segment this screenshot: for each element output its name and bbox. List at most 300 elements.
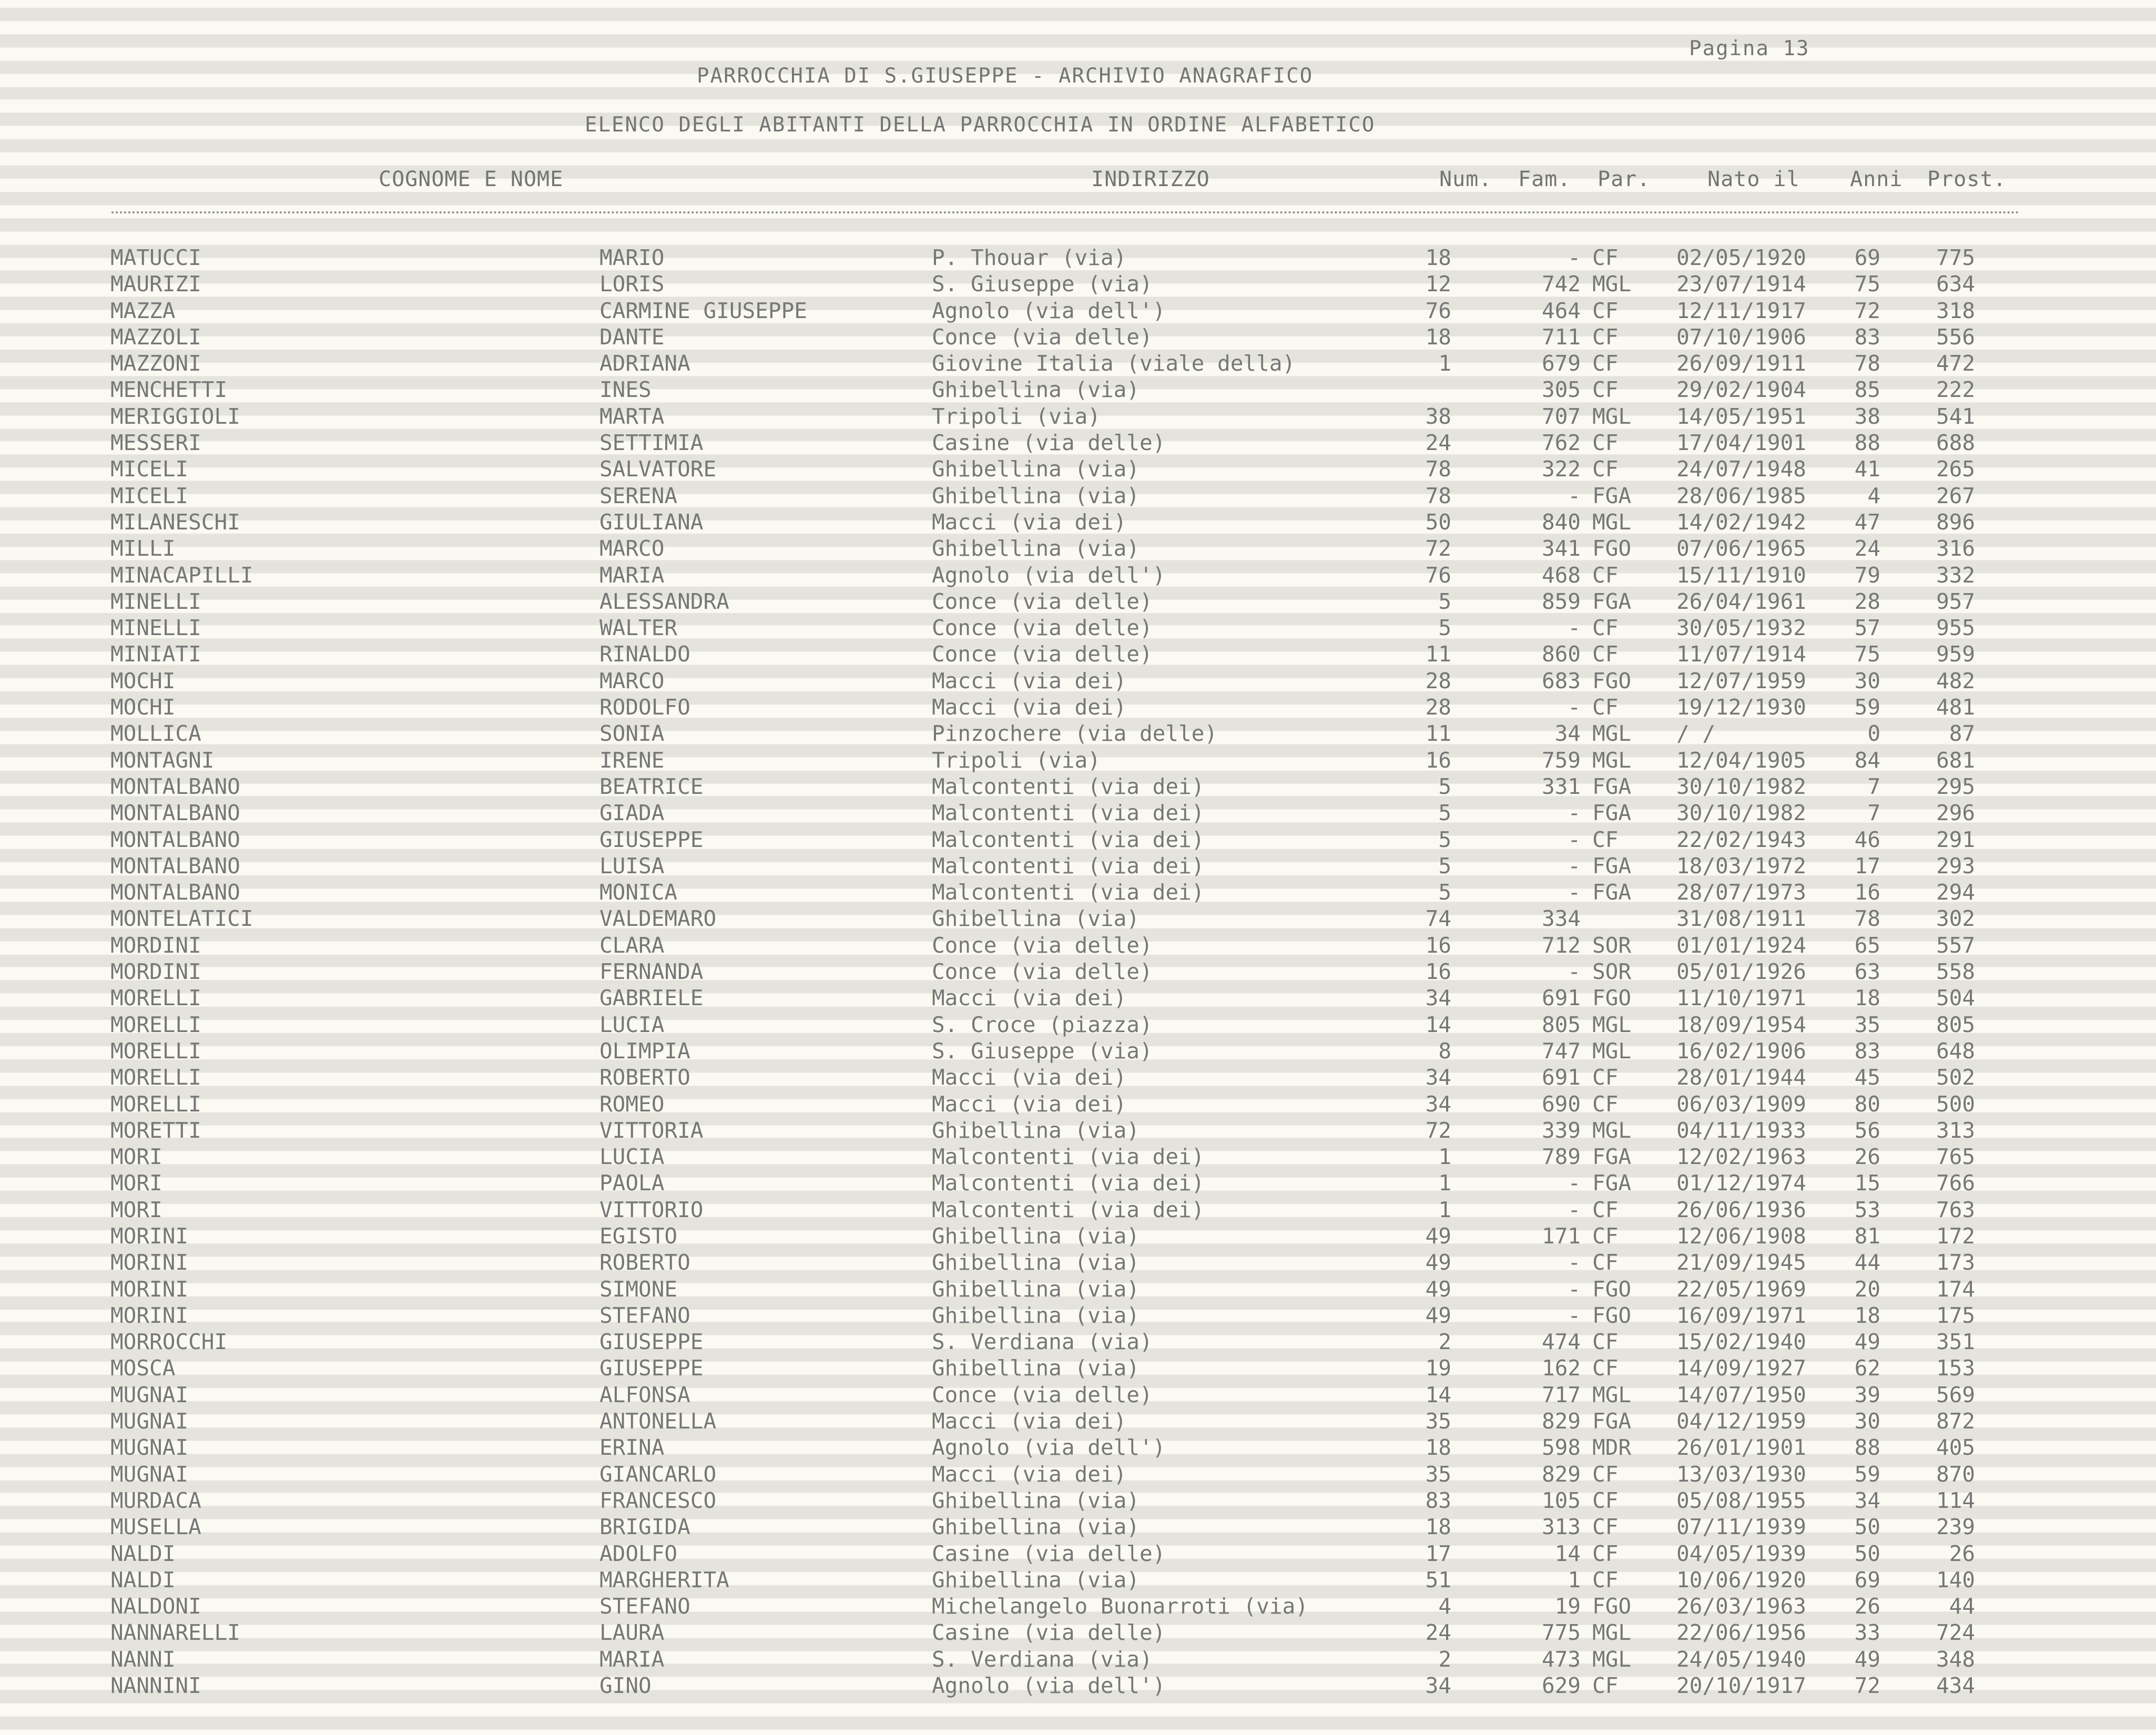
house-number-cell: 18 [1425,1435,1451,1461]
house-number-cell: 1 [1438,1197,1451,1222]
age-cell: 30 [1854,668,1880,693]
parish-role-cell: CF [1592,351,1619,376]
house-number-cell: 34 [1425,985,1451,1011]
protocol-number-cell: 955 [1936,615,1975,641]
birth-date-cell: 22/05/1969 [1676,1276,1806,1302]
family-number-cell: 829 [1541,1409,1581,1434]
age-cell: 41 [1854,456,1880,482]
birth-date-cell: 24/07/1948 [1676,456,1806,482]
first-name-cell: MARTA [599,403,665,429]
protocol-number-cell: 172 [1936,1223,1975,1249]
birth-date-cell: 26/06/1936 [1676,1197,1806,1222]
address-cell: Tripoli (via) [932,747,1101,773]
house-number-cell: 1 [1438,1144,1451,1170]
first-name-cell: MARIA [599,562,665,588]
first-name-cell: ANTONELLA [599,1409,717,1434]
address-cell: S. Giuseppe (via) [932,271,1153,297]
column-header-age: Anni [1850,167,1903,191]
family-number-cell: 762 [1541,430,1581,456]
record-row [0,377,2156,403]
first-name-cell: CARMINE GIUSEPPE [599,298,807,323]
record-row [0,1355,2156,1382]
age-cell: 69 [1854,245,1880,270]
age-cell: 24 [1854,536,1880,562]
birth-date-cell: / / [1676,721,1716,747]
parish-role-cell: CF [1592,1461,1619,1487]
age-cell: 75 [1854,271,1880,297]
record-row [0,853,2156,880]
protocol-number-cell: 558 [1936,959,1975,985]
record-row [0,1012,2156,1038]
birth-date-cell: 11/10/1971 [1676,985,1806,1011]
parish-role-cell: FGA [1592,800,1632,826]
parish-role-cell: CF [1592,1567,1619,1593]
protocol-number-cell: 140 [1936,1567,1975,1593]
house-number-cell: 35 [1425,1409,1451,1434]
house-number-cell: 5 [1438,880,1451,905]
address-cell: Conce (via delle) [932,588,1153,614]
first-name-cell: STEFANO [599,1302,690,1328]
surname-cell: NALDONI [110,1594,201,1619]
house-number-cell: 51 [1425,1567,1451,1593]
protocol-number-cell: 766 [1936,1170,1975,1196]
house-number-cell: 49 [1425,1276,1451,1302]
parish-archive-title: PARROCCHIA DI S.GIUSEPPE - ARCHIVIO ANAGRAFICO [697,64,1314,88]
parish-role-cell: CF [1592,1091,1619,1117]
birth-date-cell: 14/07/1950 [1676,1382,1806,1407]
first-name-cell: FERNANDA [599,959,704,985]
house-number-cell: 16 [1425,747,1451,773]
age-cell: 35 [1854,1012,1880,1037]
parish-role-cell: MGL [1592,721,1632,747]
address-cell: Macci (via dei) [932,985,1127,1011]
house-number-cell: 28 [1425,695,1451,720]
family-number-cell: - [1568,826,1581,852]
first-name-cell: MARIA [599,1646,665,1672]
birth-date-cell: 12/07/1959 [1676,668,1806,693]
birth-date-cell: 28/01/1944 [1676,1065,1806,1090]
surname-cell: MORELLI [110,1038,201,1064]
family-number-cell: 473 [1541,1646,1581,1672]
protocol-number-cell: 502 [1936,1065,1975,1090]
address-cell: Malcontenti (via dei) [932,880,1205,905]
family-number-cell: 322 [1541,456,1581,482]
first-name-cell: RODOLFO [599,695,690,720]
birth-date-cell: 21/09/1945 [1676,1250,1806,1275]
house-number-cell: 5 [1438,853,1451,879]
birth-date-cell: 24/05/1940 [1676,1646,1806,1672]
birth-date-cell: 04/12/1959 [1676,1409,1806,1434]
birth-date-cell: 26/04/1961 [1676,588,1806,614]
address-cell: Ghibellina (via) [932,456,1140,482]
family-number-cell: 34 [1554,721,1581,747]
record-row [0,1170,2156,1197]
protocol-number-cell: 153 [1936,1355,1975,1381]
house-number-cell: 11 [1425,721,1451,747]
family-number-cell: 162 [1541,1355,1581,1381]
first-name-cell: SIMONE [599,1276,678,1302]
family-number-cell: 829 [1541,1461,1581,1487]
record-row [0,1329,2156,1355]
surname-cell: MOCHI [110,695,176,720]
family-number-cell: 105 [1541,1487,1581,1513]
age-cell: 26 [1854,1594,1880,1619]
parish-role-cell: CF [1592,1329,1619,1355]
protocol-number-cell: 569 [1936,1382,1975,1407]
birth-date-cell: 11/07/1914 [1676,641,1806,667]
address-cell: Ghibellina (via) [932,1514,1140,1540]
parish-role-cell: MGL [1592,1382,1632,1407]
birth-date-cell: 14/02/1942 [1676,509,1806,535]
surname-cell: MORINI [110,1276,189,1302]
first-name-cell: MARIO [599,245,665,270]
address-cell: S. Croce (piazza) [932,1012,1153,1037]
age-cell: 80 [1854,1091,1880,1117]
parish-role-cell: FGO [1592,985,1632,1011]
protocol-number-cell: 295 [1936,773,1975,799]
first-name-cell: IRENE [599,747,665,773]
first-name-cell: CLARA [599,932,665,958]
age-cell: 75 [1854,641,1880,667]
address-cell: Malcontenti (via dei) [932,1197,1205,1222]
parish-role-cell: FGO [1592,1594,1632,1619]
first-name-cell: MARCO [599,536,665,562]
surname-cell: MAURIZI [110,271,201,297]
surname-cell: MINIATI [110,641,201,667]
address-cell: Agnolo (via dell') [932,298,1166,323]
family-number-cell: 339 [1541,1117,1581,1143]
family-number-cell: - [1568,695,1581,720]
parish-role-cell: CF [1592,1223,1619,1249]
family-number-cell: - [1568,880,1581,905]
record-row [0,1462,2156,1488]
house-number-cell: 8 [1438,1038,1451,1064]
birth-date-cell: 28/07/1973 [1676,880,1806,905]
age-cell: 83 [1854,1038,1880,1064]
surname-cell: MORINI [110,1302,189,1328]
column-header-born: Nato il [1707,167,1800,191]
protocol-number-cell: 775 [1936,245,1975,270]
house-number-cell: 16 [1425,932,1451,958]
protocol-number-cell: 405 [1936,1435,1975,1461]
parish-role-cell: CF [1592,430,1619,456]
family-number-cell: 789 [1541,1144,1581,1170]
record-row [0,1144,2156,1170]
record-row [0,933,2156,959]
family-number-cell: - [1568,1197,1581,1222]
surname-cell: MONTALBANO [110,853,240,879]
protocol-number-cell: 648 [1936,1038,1975,1064]
house-number-cell: 11 [1425,641,1451,667]
protocol-number-cell: 472 [1936,351,1975,376]
surname-cell: MORINI [110,1250,189,1275]
parish-role-cell: CF [1592,695,1619,720]
surname-cell: MINACAPILLI [110,562,253,588]
parish-role-cell: MDR [1592,1435,1632,1461]
birth-date-cell: 07/11/1939 [1676,1514,1806,1540]
birth-date-cell: 20/10/1917 [1676,1673,1806,1699]
record-row [0,245,2156,271]
age-cell: 18 [1854,1302,1880,1328]
surname-cell: MORI [110,1144,162,1170]
first-name-cell: INES [599,377,652,403]
age-cell: 84 [1854,747,1880,773]
address-cell: Ghibellina (via) [932,536,1140,562]
birth-date-cell: 16/02/1906 [1676,1038,1806,1064]
birth-date-cell: 02/05/1920 [1676,245,1806,270]
record-row [0,1488,2156,1514]
parish-role-cell: CF [1592,826,1619,852]
birth-date-cell: 12/02/1963 [1676,1144,1806,1170]
address-cell: Macci (via dei) [932,1409,1127,1434]
house-number-cell: 24 [1425,1620,1451,1646]
record-row [0,1514,2156,1540]
protocol-number-cell: 724 [1936,1620,1975,1646]
age-cell: 65 [1854,932,1880,958]
age-cell: 78 [1854,351,1880,376]
family-number-cell: 19 [1554,1594,1581,1619]
age-cell: 7 [1867,800,1880,826]
address-cell: Ghibellina (via) [932,1487,1140,1513]
address-cell: Malcontenti (via dei) [932,1144,1205,1170]
family-number-cell: - [1568,800,1581,826]
first-name-cell: GINO [599,1673,652,1699]
record-row [0,1223,2156,1250]
surname-cell: MUGNAI [110,1382,189,1407]
family-number-cell: - [1568,1302,1581,1328]
house-number-cell: 50 [1425,509,1451,535]
address-cell: Casine (via delle) [932,430,1166,456]
age-cell: 30 [1854,1409,1880,1434]
family-number-cell: 691 [1541,1065,1581,1090]
surname-cell: MUGNAI [110,1435,189,1461]
birth-date-cell: 22/06/1956 [1676,1620,1806,1646]
house-number-cell: 19 [1425,1355,1451,1381]
parish-role-cell: CF [1592,377,1619,403]
family-number-cell: 1 [1568,1567,1581,1593]
first-name-cell: MARGHERITA [599,1567,729,1593]
parish-role-cell: FGO [1592,536,1632,562]
family-number-cell: - [1568,1276,1581,1302]
parish-role-cell: FGA [1592,773,1632,799]
house-number-cell: 35 [1425,1461,1451,1487]
surname-cell: NALDI [110,1540,176,1566]
protocol-number-cell: 351 [1936,1329,1975,1355]
house-number-cell: 17 [1425,1540,1451,1566]
surname-cell: MUGNAI [110,1461,189,1487]
record-row [0,1118,2156,1144]
protocol-number-cell: 500 [1936,1091,1975,1117]
birth-date-cell: 04/11/1933 [1676,1117,1806,1143]
record-row [0,774,2156,800]
record-row [0,1594,2156,1620]
address-cell: Ghibellina (via) [932,1567,1140,1593]
record-row [0,695,2156,721]
protocol-number-cell: 504 [1936,985,1975,1011]
parish-role-cell: FGA [1592,588,1632,614]
record-row [0,456,2156,483]
list-title: ELENCO DEGLI ABITANTI DELLA PARROCCHIA IN ORDINE ALFABETICO [585,113,1376,137]
parish-role-cell: FGA [1592,853,1632,879]
parish-role-cell: CF [1592,456,1619,482]
address-cell: Ghibellina (via) [932,1250,1140,1275]
age-cell: 78 [1854,906,1880,932]
surname-cell: MORELLI [110,1012,201,1037]
first-name-cell: LUCIA [599,1144,665,1170]
parish-role-cell: CF [1592,1540,1619,1566]
first-name-cell: SERENA [599,483,678,508]
surname-cell: MAZZOLI [110,324,201,350]
age-cell: 72 [1854,1673,1880,1699]
age-cell: 56 [1854,1117,1880,1143]
family-number-cell: 717 [1541,1382,1581,1407]
age-cell: 46 [1854,826,1880,852]
record-row [0,589,2156,615]
parish-role-cell: MGL [1592,1038,1632,1064]
house-number-cell: 4 [1438,1594,1451,1619]
record-row [0,615,2156,641]
protocol-number-cell: 434 [1936,1673,1975,1699]
header-divider [111,211,2020,213]
family-number-cell: 759 [1541,747,1581,773]
house-number-cell: 72 [1425,536,1451,562]
age-cell: 28 [1854,588,1880,614]
address-cell: Ghibellina (via) [932,1302,1140,1328]
age-cell: 7 [1867,773,1880,799]
surname-cell: MOSCA [110,1355,176,1381]
protocol-number-cell: 26 [1949,1540,1975,1566]
first-name-cell: DANTE [599,324,665,350]
first-name-cell: GIANCARLO [599,1461,717,1487]
address-cell: Macci (via dei) [932,1065,1127,1090]
address-cell: Conce (via delle) [932,1382,1153,1407]
record-row [0,1038,2156,1065]
birth-date-cell: 14/09/1927 [1676,1355,1806,1381]
birth-date-cell: 12/06/1908 [1676,1223,1806,1249]
house-number-cell: 18 [1425,1514,1451,1540]
record-row [0,430,2156,456]
surname-cell: MINELLI [110,588,201,614]
family-number-cell: 468 [1541,562,1581,588]
address-cell: Agnolo (via dell') [932,562,1166,588]
column-header-protocol: Prost. [1927,167,2007,191]
parish-role-cell: MGL [1592,509,1632,535]
surname-cell: MONTALBANO [110,880,240,905]
parish-role-cell: MGL [1592,271,1632,297]
record-row [0,404,2156,430]
parish-role-cell: CF [1592,245,1619,270]
family-number-cell: 464 [1541,298,1581,323]
age-cell: 39 [1854,1382,1880,1407]
record-row [0,1435,2156,1461]
first-name-cell: LAURA [599,1620,665,1646]
surname-cell: MILANESCHI [110,509,240,535]
birth-date-cell: 29/02/1904 [1676,377,1806,403]
surname-cell: MORELLI [110,985,201,1011]
birth-date-cell: 07/06/1965 [1676,536,1806,562]
first-name-cell: LUISA [599,853,665,879]
house-number-cell: 2 [1438,1329,1451,1355]
house-number-cell: 24 [1425,430,1451,456]
house-number-cell: 12 [1425,271,1451,297]
house-number-cell: 14 [1425,1012,1451,1037]
record-row [0,1647,2156,1673]
house-number-cell: 34 [1425,1673,1451,1699]
birth-date-cell: 18/09/1954 [1676,1012,1806,1037]
birth-date-cell: 26/09/1911 [1676,351,1806,376]
family-number-cell: 598 [1541,1435,1581,1461]
first-name-cell: VALDEMARO [599,906,717,932]
address-cell: Ghibellina (via) [932,906,1140,932]
house-number-cell: 83 [1425,1487,1451,1513]
protocol-number-cell: 481 [1936,695,1975,720]
record-row [0,1197,2156,1223]
birth-date-cell: 07/10/1906 [1676,324,1806,350]
age-cell: 17 [1854,853,1880,879]
address-cell: Ghibellina (via) [932,1355,1140,1381]
protocol-number-cell: 44 [1949,1594,1975,1619]
page-number: Pagina 13 [1689,37,1810,60]
protocol-number-cell: 265 [1936,456,1975,482]
record-row [0,748,2156,774]
record-row [0,351,2156,377]
address-cell: Conce (via delle) [932,959,1153,985]
birth-date-cell: 31/08/1911 [1676,906,1806,932]
column-header-family: Fam. [1518,167,1571,191]
family-number-cell: - [1568,1170,1581,1196]
birth-date-cell: 19/12/1930 [1676,695,1806,720]
protocol-number-cell: 957 [1936,588,1975,614]
house-number-cell: 18 [1425,245,1451,270]
record-row [0,959,2156,985]
record-row [0,1250,2156,1276]
age-cell: 16 [1854,880,1880,905]
surname-cell: NANNI [110,1646,176,1672]
protocol-number-cell: 296 [1936,800,1975,826]
surname-cell: MORROCCHI [110,1329,228,1355]
family-number-cell: 712 [1541,932,1581,958]
age-cell: 49 [1854,1646,1880,1672]
parish-role-cell: CF [1592,641,1619,667]
record-row [0,1091,2156,1118]
protocol-number-cell: 174 [1936,1276,1975,1302]
age-cell: 34 [1854,1487,1880,1513]
parish-role-cell: CF [1592,615,1619,641]
parish-role-cell: FGA [1592,483,1632,508]
house-number-cell: 76 [1425,562,1451,588]
family-number-cell: 474 [1541,1329,1581,1355]
house-number-cell: 1 [1438,1170,1451,1196]
record-row [0,1303,2156,1329]
house-number-cell: 49 [1425,1302,1451,1328]
surname-cell: MINELLI [110,615,201,641]
surname-cell: MOCHI [110,668,176,693]
first-name-cell: ERINA [599,1435,665,1461]
first-name-cell: BRIGIDA [599,1514,690,1540]
parish-role-cell: CF [1592,1487,1619,1513]
protocol-number-cell: 872 [1936,1409,1975,1434]
address-cell: Ghibellina (via) [932,483,1140,508]
surname-cell: MORINI [110,1223,189,1249]
surname-cell: MUSELLA [110,1514,201,1540]
family-number-cell: - [1568,1250,1581,1275]
address-cell: Casine (via delle) [932,1540,1166,1566]
first-name-cell: FRANCESCO [599,1487,717,1513]
age-cell: 15 [1854,1170,1880,1196]
record-row [0,536,2156,562]
age-cell: 53 [1854,1197,1880,1222]
protocol-number-cell: 763 [1936,1197,1975,1222]
